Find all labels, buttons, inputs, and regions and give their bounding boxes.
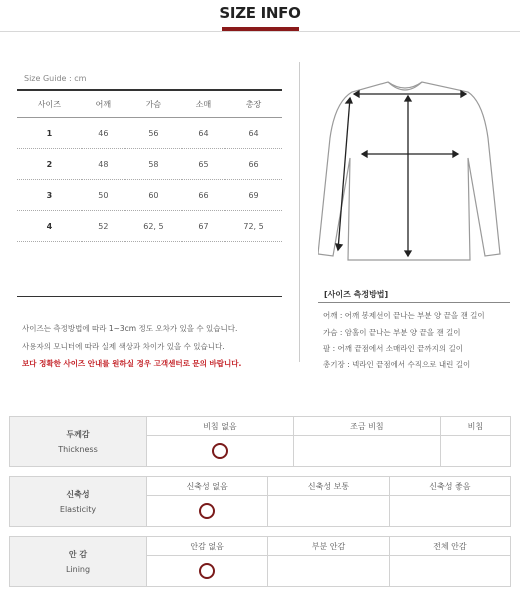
option-label: 비침 — [440, 417, 510, 436]
size-cell: 4 — [17, 211, 82, 242]
option-cell — [389, 556, 510, 587]
option-cell — [440, 436, 510, 467]
shoulder-cell: 48 — [82, 149, 125, 180]
size-note: 사이즈는 측정방법에 따라 1~3cm 정도 오차가 있을 수 있습니다. — [22, 324, 238, 333]
option-label: 비침 없음 — [147, 417, 294, 436]
lining-label — [10, 537, 147, 587]
option-label: 신축성 보통 — [268, 477, 389, 496]
table-row — [17, 149, 282, 180]
chest-cell: 60 — [125, 180, 182, 211]
option-label: 조금 비침 — [293, 417, 440, 436]
chest-cell: 62, 5 — [125, 211, 182, 242]
measure-line: 어깨 : 어깨 봉제선이 끝나는 부분 양 끝을 잰 길이 — [323, 311, 485, 320]
shoulder-cell: 52 — [82, 211, 125, 242]
option-cell-selected — [147, 496, 268, 527]
table-row-empty — [17, 242, 282, 273]
sleeve-cell: 64 — [182, 118, 225, 149]
shoulder-cell: 46 — [82, 118, 125, 149]
measure-line: 총기장 : 넥라인 끝점에서 수직으로 내린 길이 — [323, 360, 471, 369]
option-label: 신축성 좋음 — [389, 477, 510, 496]
selected-circle-icon — [199, 503, 215, 519]
option-cell — [293, 436, 440, 467]
col-header-length: 총장 — [225, 90, 282, 118]
option-cell-selected — [147, 436, 294, 467]
option-cell — [268, 556, 389, 587]
thickness-label-ko: 두께감 — [66, 429, 90, 439]
length-cell: 66 — [225, 149, 282, 180]
table-row — [17, 180, 282, 211]
col-header-size: 사이즈 — [17, 90, 82, 118]
size-note-warning: 보다 정확한 사이즈 안내를 원하실 경우 고객센터로 문의 바랍니다. — [22, 359, 242, 368]
chest-cell: 56 — [125, 118, 182, 149]
sweater-measurement-diagram — [318, 78, 508, 268]
vertical-divider — [299, 62, 300, 362]
sleeve-cell: 67 — [182, 211, 225, 242]
selected-circle-icon — [212, 443, 228, 459]
elasticity-table — [9, 476, 511, 527]
length-cell: 72, 5 — [225, 211, 282, 242]
size-cell: 2 — [17, 149, 82, 180]
table-row — [17, 211, 282, 242]
elasticity-label — [10, 477, 147, 527]
elasticity-label-ko: 신축성 — [66, 489, 90, 499]
selected-circle-icon — [199, 563, 215, 579]
thickness-table — [9, 416, 511, 467]
size-cell: 3 — [17, 180, 82, 211]
thickness-label-en: Thickness — [58, 444, 98, 454]
measure-line: 가슴 : 암홀이 끝나는 부분 양 끝을 잰 길이 — [323, 328, 461, 337]
chest-cell: 58 — [125, 149, 182, 180]
measure-line: 팔 : 어깨 끝점에서 소매라인 끝까지의 길이 — [323, 344, 463, 353]
option-cell — [389, 496, 510, 527]
length-cell: 69 — [225, 180, 282, 211]
sleeve-cell: 65 — [182, 149, 225, 180]
size-table-header — [17, 90, 282, 118]
table-bottom-rule — [17, 296, 282, 297]
option-label: 안감 없음 — [147, 537, 268, 556]
table-row — [17, 118, 282, 149]
size-guide-caption: Size Guide : cm — [24, 74, 87, 83]
lining-label-en: Lining — [65, 564, 91, 574]
sleeve-cell: 66 — [182, 180, 225, 211]
col-header-shoulder: 어깨 — [82, 90, 125, 118]
option-cell-selected — [147, 556, 268, 587]
thickness-label — [10, 417, 147, 467]
option-cell — [268, 496, 389, 527]
col-header-chest: 가슴 — [125, 90, 182, 118]
lining-table — [9, 536, 511, 587]
lining-label-ko: 안 감 — [68, 549, 88, 559]
measure-title-rule — [318, 302, 510, 303]
shoulder-cell: 50 — [82, 180, 125, 211]
measure-title: [사이즈 측정방법] — [324, 290, 389, 299]
size-cell: 1 — [17, 118, 82, 149]
size-table — [17, 89, 282, 272]
option-label: 부분 안감 — [268, 537, 389, 556]
size-note: 사용자의 모니터에 따라 실제 색상과 차이가 있을 수 있습니다. — [22, 342, 225, 351]
option-label: 신축성 없음 — [147, 477, 268, 496]
col-header-sleeve: 소매 — [182, 90, 225, 118]
page-title: SIZE INFO — [219, 4, 301, 22]
option-label: 전체 안감 — [389, 537, 510, 556]
header-divider — [0, 31, 520, 32]
elasticity-label-en: Elasticity — [59, 504, 97, 514]
length-cell: 64 — [225, 118, 282, 149]
